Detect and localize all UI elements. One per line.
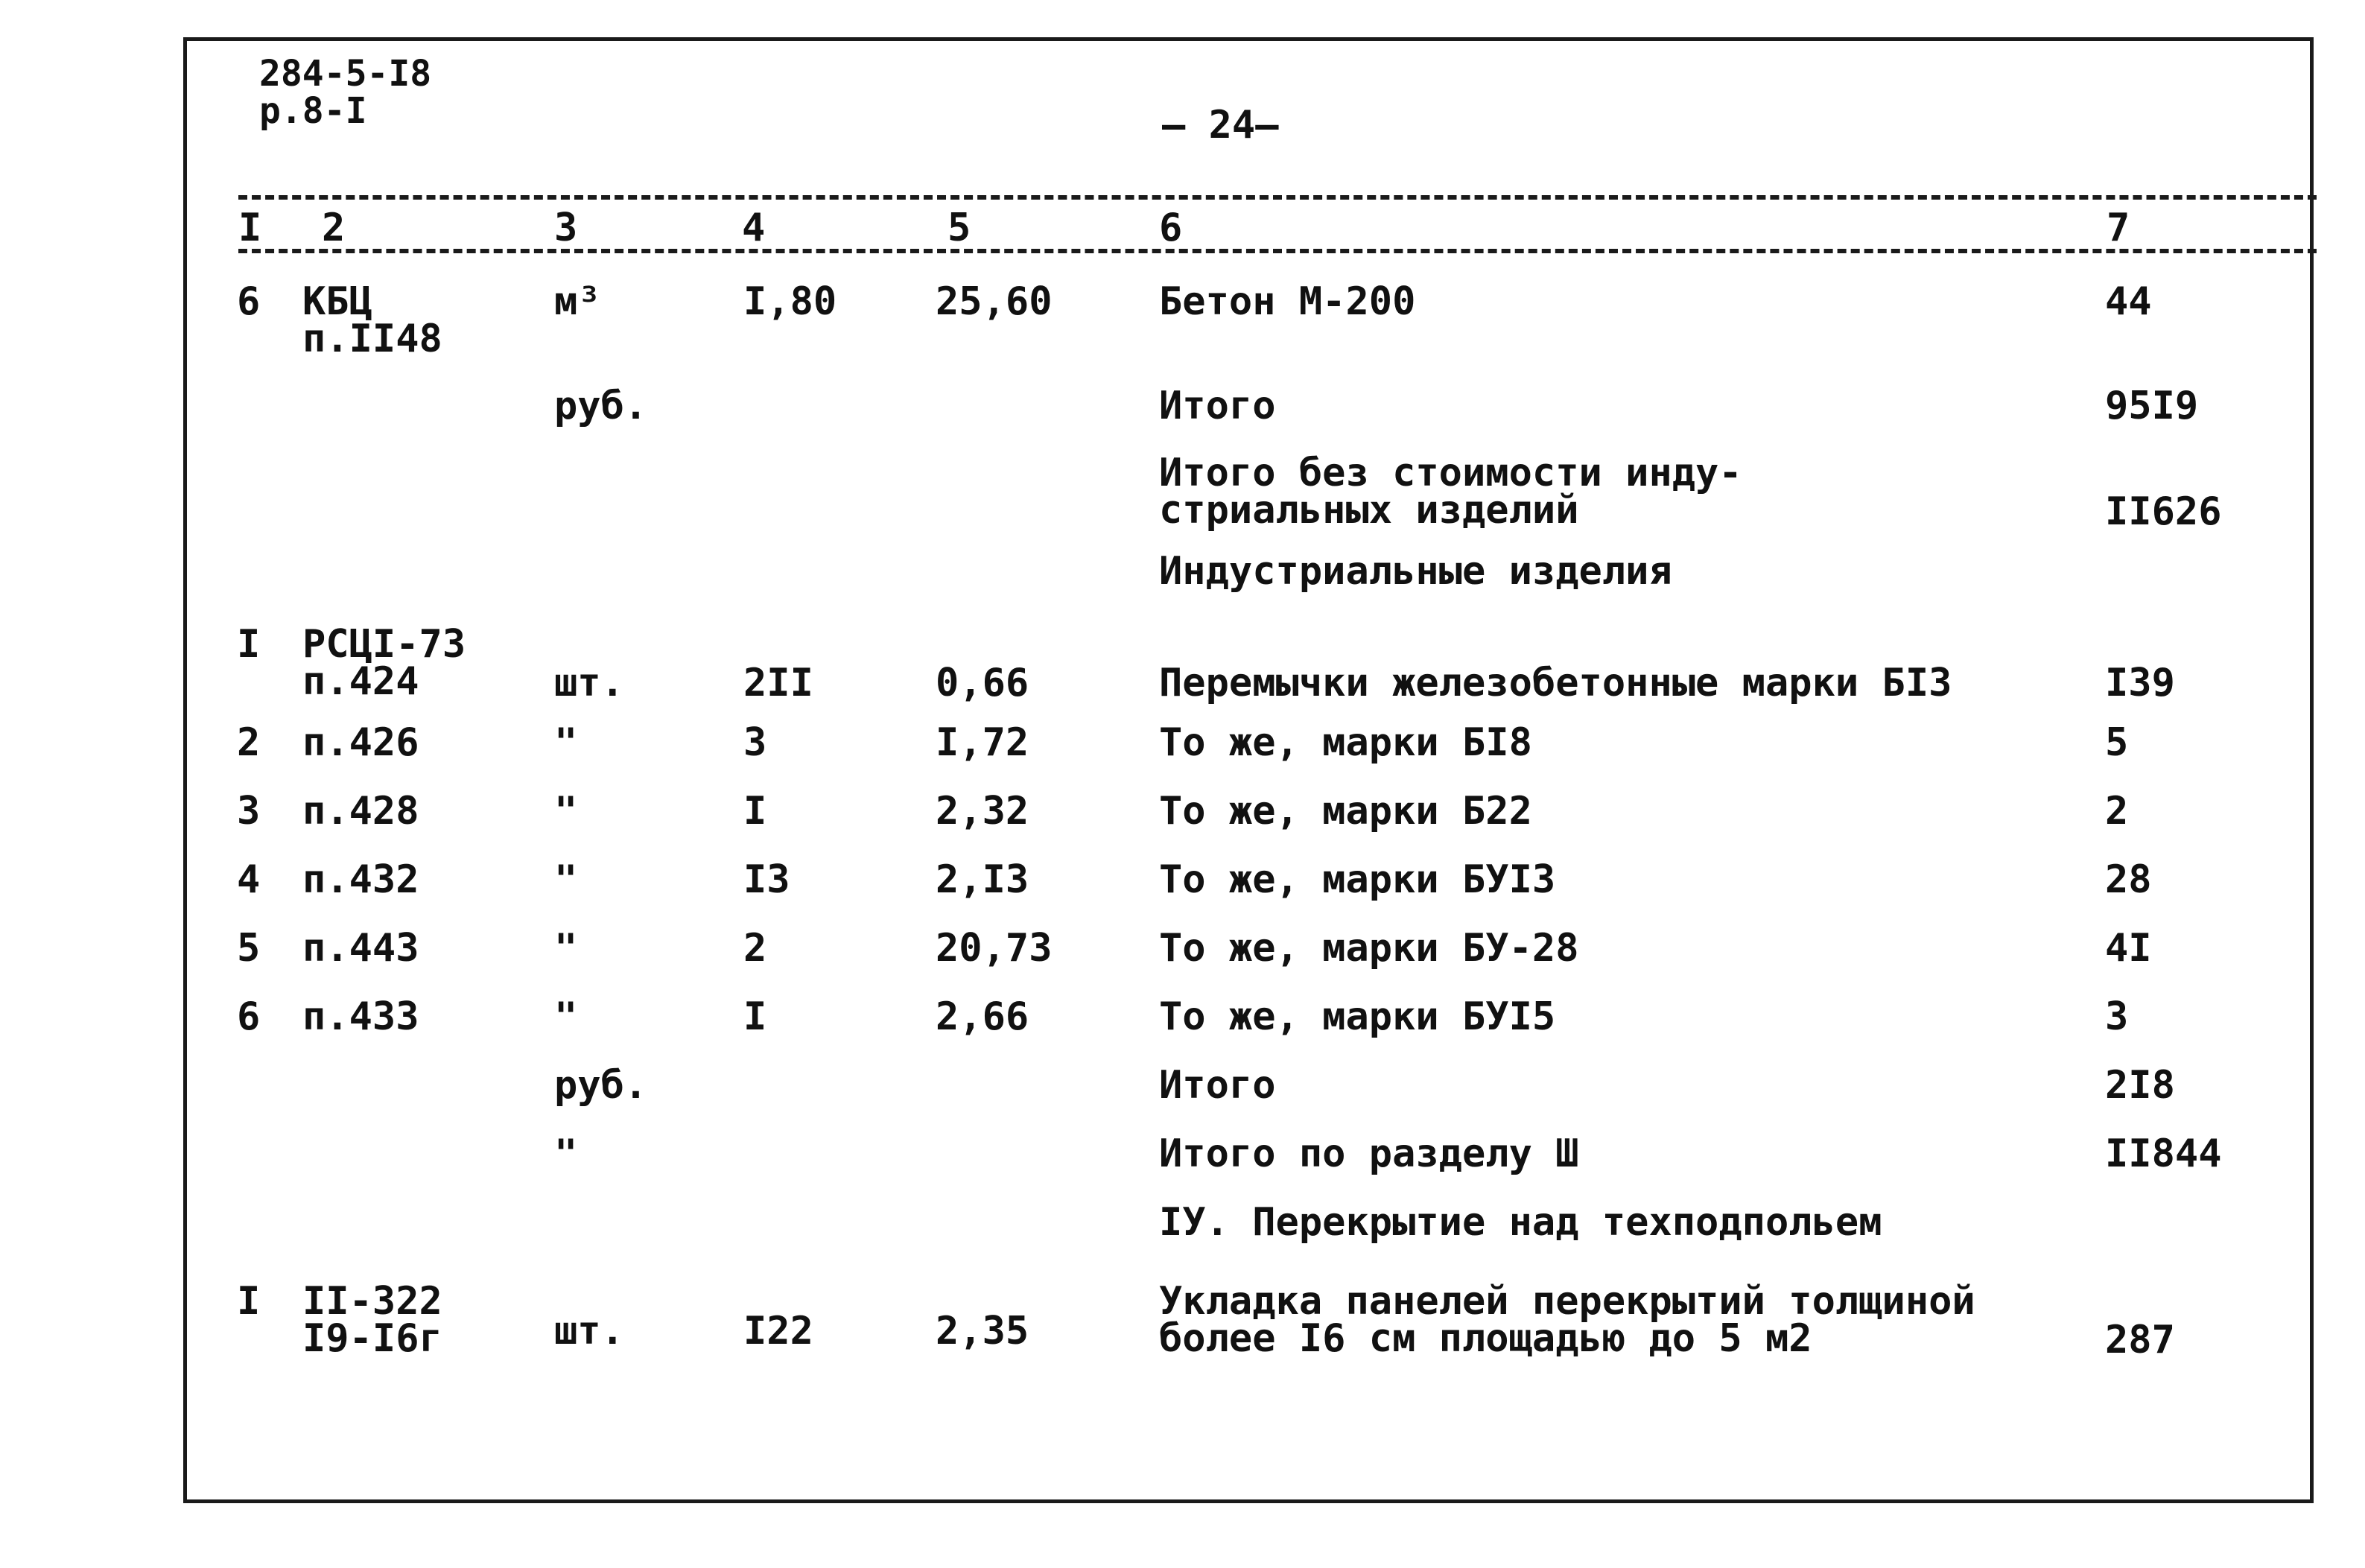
table-header-top-rule [238, 195, 2317, 200]
quantity: I [743, 994, 767, 1039]
column-number-1: I [238, 206, 262, 250]
description [1159, 1131, 1579, 1176]
row-number: I [237, 1279, 261, 1324]
unit-price: 20,73 [936, 926, 1053, 971]
norm-reference-line: п.426 [302, 720, 419, 765]
column-number-2: 2 [322, 206, 346, 250]
total-cost: 2I8 [2105, 1063, 2175, 1108]
document-sheet: р.8-I [259, 90, 367, 132]
unit: " [554, 857, 578, 902]
norm-reference-line: п.428 [302, 789, 419, 834]
description [1159, 789, 1532, 834]
total-cost: 44 [2105, 279, 2152, 324]
unit-price: 0,66 [936, 661, 1029, 705]
unit-price: 2,I3 [936, 857, 1029, 902]
description [1159, 857, 1556, 902]
quantity: 2 [743, 926, 767, 971]
document-code [259, 55, 431, 130]
total-cost: I39 [2105, 661, 2175, 705]
total-cost: II626 [2105, 489, 2222, 534]
norm-reference [302, 789, 419, 834]
description-line: Итого [1159, 1063, 1276, 1108]
description [1159, 926, 1579, 971]
column-number-7: 7 [2107, 206, 2130, 250]
norm-reference-line: РСЦI-73 [302, 622, 466, 667]
norm-reference-line: п.432 [302, 857, 419, 902]
norm-reference [302, 279, 442, 361]
table-header-bottom-rule [238, 249, 2317, 253]
unit-price: I,72 [936, 720, 1029, 765]
description-line: Укладка панелей перекрытий толщиной [1159, 1279, 1975, 1324]
row-number: 6 [237, 994, 261, 1039]
column-number-5: 5 [947, 206, 971, 250]
norm-reference-line: п.II48 [302, 317, 442, 361]
unit-price: 2,66 [936, 994, 1029, 1039]
unit: м³ [554, 279, 601, 324]
total-cost: 2 [2105, 789, 2129, 834]
total-cost: 287 [2105, 1318, 2175, 1362]
quantity: 2II [743, 661, 813, 705]
description [1159, 279, 1416, 324]
column-number-6: 6 [1159, 206, 1183, 250]
description [1159, 994, 1556, 1039]
description [1159, 384, 1276, 428]
description-line: То же, марки БI8 [1159, 720, 1532, 765]
description [1159, 549, 1672, 594]
norm-reference-line: I9-I6г [302, 1316, 442, 1361]
norm-reference [302, 926, 419, 971]
norm-reference [302, 857, 419, 902]
unit: " [554, 926, 578, 971]
unit: шт. [554, 1309, 624, 1353]
description-line: Итого по разделу Ш [1159, 1131, 1579, 1176]
description-line: Итого без стоимости инду- [1159, 451, 1742, 495]
row-number: I [237, 622, 261, 667]
unit: шт. [554, 661, 624, 705]
unit: " [554, 720, 578, 765]
unit: руб. [554, 384, 648, 428]
description-line: Бетон М-200 [1159, 279, 1416, 324]
description [1159, 720, 1532, 765]
unit: " [554, 994, 578, 1039]
quantity: I [743, 789, 767, 834]
total-cost: II844 [2105, 1131, 2222, 1176]
total-cost: 3 [2105, 994, 2129, 1039]
total-cost: 28 [2105, 857, 2152, 902]
quantity: I22 [743, 1309, 813, 1353]
description-line: То же, марки Б22 [1159, 789, 1532, 834]
unit: " [554, 1131, 578, 1176]
row-number: 6 [237, 279, 261, 324]
document-code-number: 284-5-I8 [259, 53, 432, 95]
description-line: То же, марки БУI5 [1159, 994, 1556, 1039]
page-number: — 24— [1162, 103, 1279, 147]
column-number-4: 4 [742, 206, 766, 250]
norm-reference [302, 994, 419, 1039]
norm-reference [302, 622, 466, 704]
description-line: IУ. Перекрытие над техподпольем [1159, 1200, 1882, 1245]
description-line: То же, марки БУ-28 [1159, 926, 1579, 971]
description [1159, 451, 1742, 533]
quantity: I3 [743, 857, 790, 902]
quantity: I,80 [743, 279, 837, 324]
total-cost: 4I [2105, 926, 2152, 971]
unit-price: 25,60 [936, 279, 1053, 324]
description-line: Перемычки железобетонные марки БI3 [1159, 661, 1952, 705]
unit-price: 2,35 [936, 1309, 1029, 1353]
description-line: Итого [1159, 384, 1276, 428]
norm-reference [302, 720, 419, 765]
description [1159, 1279, 1975, 1361]
description-line: более I6 см площадью до 5 м2 [1159, 1316, 1812, 1361]
row-number: 2 [237, 720, 261, 765]
norm-reference-line: КБЦ [302, 279, 372, 324]
unit: " [554, 789, 578, 834]
row-number: 5 [237, 926, 261, 971]
description-line: То же, марки БУI3 [1159, 857, 1556, 902]
norm-reference-line: п.424 [302, 659, 419, 704]
quantity: 3 [743, 720, 767, 765]
total-cost: 5 [2105, 720, 2129, 765]
description [1159, 1063, 1276, 1108]
row-number: 3 [237, 789, 261, 834]
row-number: 4 [237, 857, 261, 902]
total-cost: 95I9 [2105, 384, 2199, 428]
norm-reference-line: п.443 [302, 926, 419, 971]
description [1159, 661, 1952, 705]
norm-reference [302, 1279, 442, 1361]
description [1159, 1200, 1882, 1245]
unit-price: 2,32 [936, 789, 1029, 834]
description-line: Индустриальные изделия [1159, 549, 1672, 594]
column-number-3: 3 [554, 206, 578, 250]
norm-reference-line: п.433 [302, 994, 419, 1039]
unit: руб. [554, 1063, 648, 1108]
description-line: стриальных изделий [1159, 488, 1579, 533]
norm-reference-line: II-322 [302, 1279, 442, 1324]
